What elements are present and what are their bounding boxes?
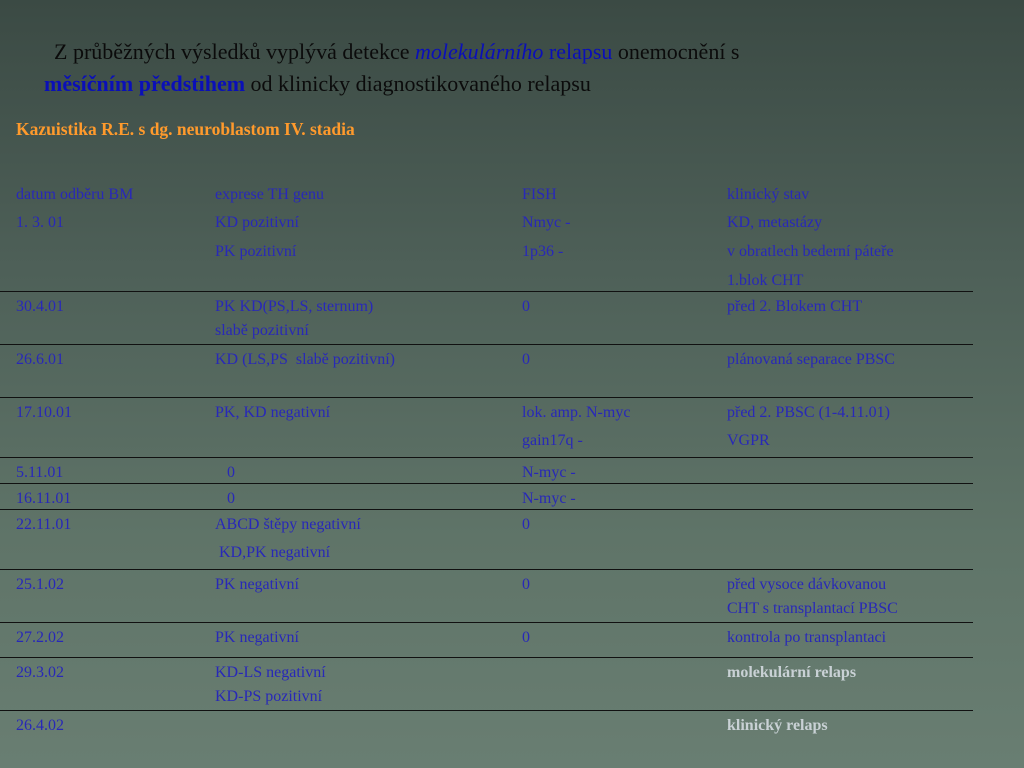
title-advance: měsíčním předstihem — [44, 71, 246, 96]
table-row — [0, 266, 973, 292]
cell-date: 17.10.01 — [16, 404, 72, 421]
cell-date: 22.11.01 — [16, 516, 72, 533]
cell-fish: Nmyc - — [522, 214, 571, 231]
cell-state: v obratlech bederní páteře — [727, 243, 894, 260]
table-header — [0, 180, 973, 208]
header-date: datum odběru BM — [16, 186, 134, 203]
slide-title — [0, 36, 1024, 100]
cell-th — [215, 661, 326, 709]
cell-fish: 0 — [522, 516, 530, 533]
table-row — [0, 426, 973, 458]
cell-fish: N-myc - — [522, 464, 576, 481]
cell-th: ABCD štěpy negativní — [215, 516, 361, 533]
table-row — [0, 237, 973, 266]
title-line-2 — [0, 68, 1024, 100]
table-row — [0, 538, 973, 570]
case-subtitle: Kazuistika R.E. s dg. neuroblastom IV. stadia — [16, 119, 355, 139]
table-row — [0, 658, 973, 711]
cell-state: před 2. Blokem CHT — [727, 298, 863, 315]
title-text: Z průběžných výsledků vyplývá detekce — [54, 39, 416, 64]
cell-date: 27.2.02 — [16, 629, 64, 646]
cell-th: 0 — [215, 490, 235, 507]
cell-state: před 2. PBSC (1-4.11.01) — [727, 404, 890, 421]
cell-state — [727, 573, 898, 621]
cell-th: PK, KD negativní — [215, 404, 331, 421]
cell-state: KD, metastázy — [727, 214, 823, 231]
cell-th — [215, 295, 373, 343]
table-row — [0, 570, 973, 623]
cell-fish: 0 — [522, 298, 530, 315]
cell-th-line: PK KD(PS,LS, sternum) — [215, 298, 374, 315]
cell-date: 26.4.02 — [16, 717, 64, 734]
cell-state-line: CHT s transplantací PBSC — [727, 600, 898, 617]
table-row — [0, 623, 973, 658]
header-state: klinický stav — [727, 186, 810, 203]
header-th: exprese TH genu — [215, 186, 324, 203]
table-row — [0, 398, 973, 426]
title-relapse: relapsu — [543, 39, 613, 64]
table-row — [0, 208, 973, 237]
cell-th: PK pozitivní — [215, 243, 297, 260]
cell-th-line: KD-LS negativní — [215, 664, 326, 681]
title-text-2: od klinicky diagnostikovaného relapsu — [245, 71, 591, 96]
cell-fish: lok. amp. N-myc — [522, 404, 631, 421]
cell-date: 29.3.02 — [16, 664, 64, 681]
cell-fish: 1p36 - — [522, 243, 564, 260]
cell-th-line: slabě pozitivní — [215, 322, 309, 339]
cell-date: 5.11.01 — [16, 464, 64, 481]
cell-state: plánovaná separace PBSC — [727, 351, 895, 368]
cell-th-line: KD-PS pozitivní — [215, 688, 323, 705]
cell-th: PK negativní — [215, 576, 299, 593]
cell-fish: 0 — [522, 351, 530, 368]
cell-state-clinical-relapse: klinický relaps — [727, 717, 828, 734]
cell-fish: N-myc - — [522, 490, 576, 507]
cell-date: 30.4.01 — [16, 298, 64, 315]
table-row — [0, 510, 973, 538]
table-row — [0, 345, 973, 398]
cell-th: 0 — [215, 464, 235, 481]
title-line-1 — [0, 36, 1024, 68]
cell-th: PK negativní — [215, 629, 299, 646]
cell-fish: 0 — [522, 629, 530, 646]
table-row — [0, 458, 973, 484]
title-molecular: molekulárního — [415, 39, 544, 64]
cell-state: 1.blok CHT — [727, 272, 804, 289]
title-text-end: onemocnění s — [612, 39, 740, 64]
cell-fish: gain17q - — [522, 432, 583, 449]
cell-th: KD pozitivní — [215, 214, 299, 231]
cell-state-molecular-relapse: molekulární relaps — [727, 664, 857, 681]
table-row — [0, 711, 973, 741]
cell-th: KD,PK negativní — [215, 544, 331, 561]
cell-date: 16.11.01 — [16, 490, 72, 507]
cell-state-line: před vysoce dávkovanou — [727, 576, 887, 593]
results-table — [0, 180, 973, 741]
header-fish: FISH — [522, 186, 557, 203]
cell-date: 26.6.01 — [16, 351, 64, 368]
table-row — [0, 484, 973, 510]
table-row — [0, 292, 973, 345]
cell-state: kontrola po transplantaci — [727, 629, 887, 646]
cell-date: 25.1.02 — [16, 576, 64, 593]
cell-fish: 0 — [522, 576, 530, 593]
cell-th: KD (LS,PS slabě pozitivní) — [215, 351, 395, 368]
cell-state: VGPR — [727, 432, 770, 449]
cell-date: 1. 3. 01 — [16, 214, 64, 231]
